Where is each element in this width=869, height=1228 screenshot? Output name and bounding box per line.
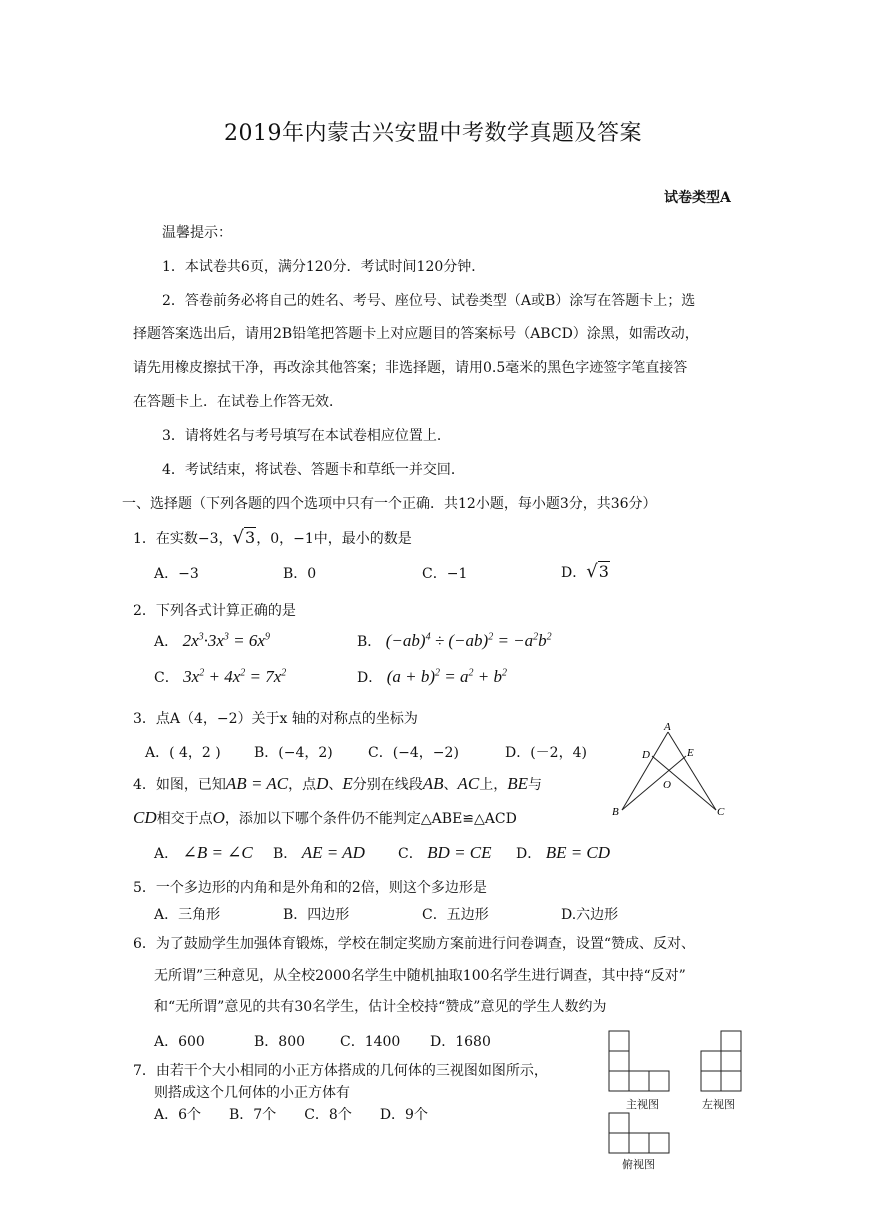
q1-stem-pre: 1．在实数−3， [133, 531, 233, 547]
page-title: 2019年内蒙古兴安盟中考数学真题及答案 [224, 121, 642, 146]
q4-b-label: B． [273, 846, 298, 862]
q5-option-c: C．五边形 [422, 907, 489, 923]
question-6-line2: 无所谓”三种意见，从全校2000名学生中随机抽取100名学生进行调查，其中持“反对” [154, 968, 686, 984]
q4-seg-ac: AC [457, 774, 480, 793]
q3-option-d: D．(－2，4) [505, 745, 587, 761]
sqrt-sign: √ [232, 527, 245, 548]
q1-option-a: A．−3 [154, 566, 199, 582]
q4-d-expression: BE = CD [545, 843, 611, 862]
q1-stem-post: ，0，−1中，最小的数是 [256, 531, 412, 547]
tip-3: 3．请将姓名与考号填写在本试卷相应位置上． [162, 428, 451, 444]
q1-option-c: C．−1 [422, 566, 468, 582]
q2-c-label: C． [154, 670, 179, 686]
q4-given-eq: AB = AC [225, 774, 289, 793]
paper-type: 试卷类型A [664, 190, 731, 206]
q4-point-o: O [212, 808, 225, 827]
q6-option-b: B．800 [254, 1034, 306, 1050]
q4-text: ，添加以下哪个条件仍不能判定△ABE≌△ACD [224, 811, 517, 827]
q6-option-a: A．600 [154, 1034, 205, 1050]
q4-d-label: D． [516, 846, 542, 862]
q2-b-label: B． [357, 634, 382, 650]
q1-option-d [561, 561, 610, 582]
question-3: 3．点A（4，−2）关于x 轴的对称点的坐标为 [133, 711, 418, 727]
vertex-c: C [717, 806, 725, 818]
q6-option-c: C．1400 [340, 1034, 401, 1050]
section-heading: 一、选择题（下列各题的四个选项中只有一个正确．共12小题，每小题3分，共36分） [122, 496, 657, 512]
question-2: 2．下列各式计算正确的是 [133, 603, 296, 619]
question-5: 5．一个多边形的内角和是外角和的2倍，则这个多边形是 [133, 880, 487, 896]
question-7-line1: 7．由若干个大小相同的小正方体搭成的几何体的三视图如图所示， [133, 1063, 548, 1079]
tip-2-line3: 请先用橡皮擦拭干净，再改涂其他答案；非选择题，请用0.5毫米的黑色字迹签字笔直接答 [133, 360, 688, 376]
vertex-o: O [663, 779, 671, 791]
q4-text: 分别在线段 [352, 777, 423, 793]
q2-option-c [154, 667, 286, 687]
q2-d-expression: $(a + b)^2 = a^2 + b^2$ [386, 667, 507, 686]
tip-2-line2: 择题答案选出后，请用2B铅笔把答题卡上对应题目的答案标号（ABCD）涂黑，如需改动， [133, 326, 699, 342]
front-view [608, 1030, 674, 1096]
front-view-label: 主视图 [626, 1099, 659, 1111]
q2-option-d [357, 667, 507, 687]
vertex-a: A [664, 721, 671, 733]
q4-option-d [516, 843, 610, 863]
question-6-line3: 和“无所谓”意见的共有30名学生，估计全校持“赞成”意见的学生人数约为 [154, 999, 607, 1015]
vertex-b: B [612, 806, 619, 818]
q2-option-a [154, 631, 270, 651]
q1-d-label: D． [561, 565, 587, 581]
q4-option-a [154, 843, 253, 863]
q4-a-expression: ∠B = ∠C [182, 843, 253, 862]
q4-seg-ab: AB [422, 774, 444, 793]
q4-text: 相交于点 [156, 811, 213, 827]
q6-option-d: D．1680 [430, 1034, 491, 1050]
top-view [608, 1112, 674, 1158]
triangle-figure [608, 720, 733, 820]
top-view-label: 俯视图 [622, 1159, 655, 1171]
q4-option-c [398, 843, 492, 863]
q2-option-b [357, 631, 552, 651]
question-7-line2: 则搭成这个几何体的小正方体有 [154, 1085, 350, 1101]
q2-c-expression: $3x^2 + 4x^2 = 7x^2$ [183, 667, 287, 686]
q2-a-label: A． [154, 634, 179, 650]
q4-point-e: E [342, 774, 353, 793]
q4-text: 4．如图，已知 [133, 777, 226, 793]
q4-seg-cd: CD [133, 808, 157, 827]
q2-a-expression: $2x^3\cdot 3x^3 = 6x^9$ [182, 631, 270, 650]
q4-seg-be: BE [507, 774, 529, 793]
tip-2-line4: 在答题卡上．在试卷上作答无效． [133, 394, 343, 410]
q1-radicand: 3 [245, 528, 256, 547]
question-6-line1: 6．为了鼓励学生加强体育锻炼，学校在制定奖励方案前进行问卷调查，设置“赞成、反对、 [133, 936, 696, 952]
q4-option-b [273, 843, 365, 863]
q3-option-a: A．( 4，2 ) [145, 745, 221, 761]
question-4-line2 [133, 808, 517, 828]
q1-option-b: B．0 [283, 566, 317, 582]
tip-4: 4．考试结束，将试卷、答题卡和草纸一并交回． [162, 462, 465, 478]
question-1 [133, 527, 412, 548]
vertex-e: E [687, 747, 694, 759]
q7-options: A．6个 B．7个 C．8个 D．9个 [154, 1107, 428, 1123]
q4-text: ，点 [288, 777, 317, 793]
q4-c-label: C． [398, 846, 423, 862]
q2-b-expression: $(-ab)^4 \div (-ab)^2 = -a^2b^2$ [385, 631, 552, 650]
q4-point-d: D [316, 774, 329, 793]
q4-c-expression: BD = CE [427, 843, 492, 862]
q5-option-d: D.六边形 [561, 907, 619, 923]
q4-text: 上， [479, 777, 508, 793]
q5-option-a: A．三角形 [154, 907, 221, 923]
q2-d-label: D． [357, 670, 383, 686]
q4-a-label: A． [154, 846, 179, 862]
q3-option-b: B．(−4，2) [254, 745, 333, 761]
left-view [700, 1030, 746, 1096]
sqrt-sign: √ [586, 561, 598, 582]
q3-option-c: C．(−4，−2) [368, 745, 459, 761]
tip-2-line1: 2．答卷前务必将自己的姓名、考号、座位号、试卷类型（A或B）涂写在答题卡上；选 [162, 293, 696, 309]
left-view-label: 左视图 [702, 1099, 735, 1111]
q4-b-expression: AE = AD [301, 843, 365, 862]
tip-1: 1．本试卷共6页，满分120分．考试时间120分钟． [162, 259, 486, 275]
q1-d-radicand: 3 [598, 562, 609, 581]
tips-heading: 温馨提示： [162, 225, 232, 241]
q5-option-b: B．四边形 [283, 907, 350, 923]
vertex-d: D [642, 749, 650, 761]
q4-text: 与 [528, 777, 543, 793]
question-4-line1: 4．如图，已知AB = AC，点D、E分别在线段AB、AC上，BE与 [133, 774, 543, 793]
